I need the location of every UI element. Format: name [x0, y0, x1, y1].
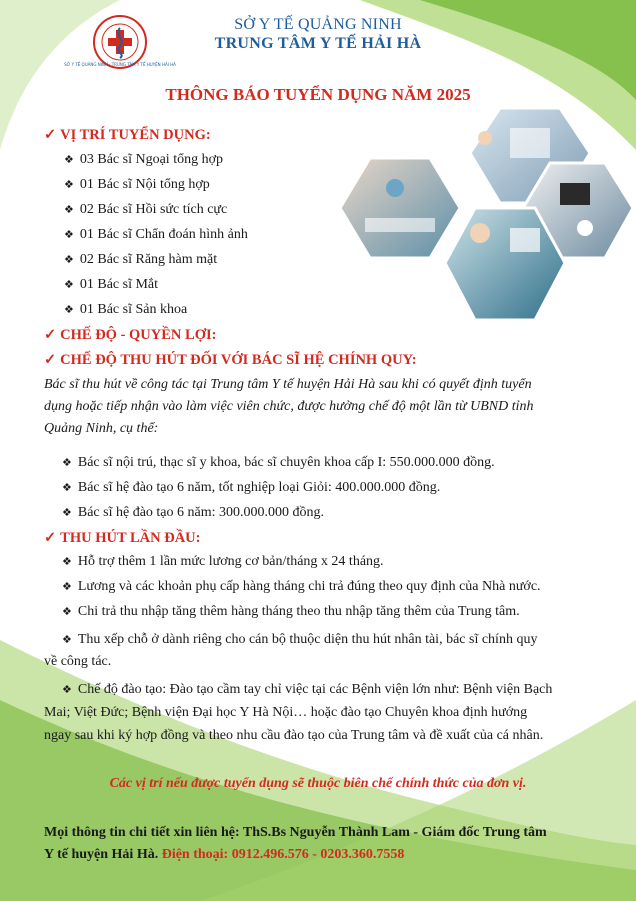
check-icon: ✓: [44, 127, 57, 143]
check-icon: ✓: [44, 327, 57, 343]
first-time-item: ❖ Chi trả thu nhập tăng thêm hàng tháng theo thu nhập tăng thêm của Trung tâm.: [62, 604, 520, 619]
benefits-heading: ✓ CHẾ ĐỘ - QUYỀN LỢI:: [44, 327, 217, 343]
org-line-1: SỞ Y TẾ QUẢNG NINH: [234, 16, 402, 33]
attraction-heading: ✓ CHẾ ĐỘ THU HÚT ĐỐI VỚI BÁC SĨ HỆ CHÍNH QUY:: [44, 352, 417, 368]
positions-heading: ✓ VỊ TRÍ TUYỂN DỤNG:: [44, 127, 211, 143]
first-time-item: ❖ Chế độ đào tạo: Đào tạo cầm tay chỉ việc tại các Bệnh viện lớn như: Bệnh viện Bạch Mai; Việt Đức; Bệnh viện Đại học Y Hà Nội… hoặc đào tạo Chuyên khoa định hướng ngay sau khi ký hợp đồng và theo nhu cầu đào tạo của Trung tâm và đề xuất của cá nhân.: [44, 682, 553, 743]
diamond-bullet-icon: ❖: [64, 178, 74, 191]
diamond-bullet-icon: ❖: [64, 203, 74, 216]
position-item: ❖ 02 Bác sĩ Hồi sức tích cực: [64, 202, 228, 217]
first-time-item: ❖ Thu xếp chỗ ở dành riêng cho cán bộ thuộc diện thu hút nhân tài, bác sĩ chính quy về công tác.: [44, 632, 538, 669]
diamond-bullet-icon: ❖: [62, 481, 72, 494]
check-icon: ✓: [44, 352, 57, 368]
attraction-item: ❖ Bác sĩ hệ đào tạo 6 năm: 300.000.000 đồng.: [62, 505, 325, 520]
attraction-item: ❖ Bác sĩ hệ đào tạo 6 năm, tốt nghiệp loại Giỏi: 400.000.000 đồng.: [62, 480, 441, 495]
diamond-bullet-icon: ❖: [62, 633, 72, 646]
attraction-intro: Bác sĩ thu hút về công tác tại Trung tâm Y tế huyện Hải Hà sau khi có quyết định tuyển dụng hoặc tiếp nhận vào làm việc viên chức, được hưởng chế độ một lần từ UBND tỉnh Quảng Ninh, cụ thể:: [44, 377, 534, 436]
diamond-bullet-icon: ❖: [64, 153, 74, 166]
position-item: ❖ 01 Bác sĩ Sản khoa: [64, 302, 188, 317]
position-item: ❖ 01 Bác sĩ Mắt: [64, 277, 159, 292]
page-title: THÔNG BÁO TUYỂN DỤNG NĂM 2025: [165, 85, 471, 104]
diamond-bullet-icon: ❖: [64, 228, 74, 241]
logo-text: SỞ Y TẾ QUẢNG NINH · TRUNG TÂM Y TẾ HUYỆN HẢI HÀ: [64, 62, 176, 67]
check-icon: ✓: [44, 530, 57, 546]
note-text: Các vị trí nếu được tuyển dụng sẽ thuộc biên chế chính thức của đơn vị.: [109, 776, 527, 791]
photo-surgery: [340, 158, 460, 258]
contact-block: Mọi thông tin chi tiết xin liên hệ: ThS.Bs Nguyễn Thành Lam - Giám đốc Trung tâm Y tế huyện Hải Hà. Điện thoại: 0912.496.576 - 0203.360.7558: [44, 825, 547, 862]
diamond-bullet-icon: ❖: [62, 555, 72, 568]
position-item: ❖ 02 Bác sĩ Răng hàm mặt: [64, 252, 218, 267]
diamond-bullet-icon: ❖: [62, 506, 72, 519]
first-time-item: ❖ Hỗ trợ thêm 1 lần mức lương cơ bản/tháng x 24 tháng.: [62, 554, 384, 569]
phone-numbers: Điện thoại: 0912.496.576 - 0203.360.7558: [161, 847, 405, 862]
diamond-bullet-icon: ❖: [62, 580, 72, 593]
first-time-heading: ✓ THU HÚT LẦN ĐẦU:: [44, 530, 201, 546]
diamond-bullet-icon: ❖: [64, 303, 74, 316]
diamond-bullet-icon: ❖: [62, 683, 72, 696]
diamond-bullet-icon: ❖: [64, 253, 74, 266]
diamond-bullet-icon: ❖: [62, 605, 72, 618]
first-time-item: ❖ Lương và các khoản phụ cấp hàng tháng chi trả đúng theo quy định của Nhà nước.: [62, 579, 541, 594]
position-item: ❖ 01 Bác sĩ Chẩn đoán hình ảnh: [64, 227, 248, 242]
position-item: ❖ 03 Bác sĩ Ngoại tổng hợp: [64, 152, 223, 167]
org-line-2: TRUNG TÂM Y TẾ HẢI HÀ: [214, 35, 422, 52]
attraction-item: ❖ Bác sĩ nội trú, thạc sĩ y khoa, bác sĩ chuyên khoa cấp I: 550.000.000 đồng.: [62, 455, 495, 470]
photo-collage: [335, 108, 635, 323]
diamond-bullet-icon: ❖: [62, 456, 72, 469]
position-item: ❖ 01 Bác sĩ Nội tổng hợp: [64, 177, 210, 192]
diamond-bullet-icon: ❖: [64, 278, 74, 291]
